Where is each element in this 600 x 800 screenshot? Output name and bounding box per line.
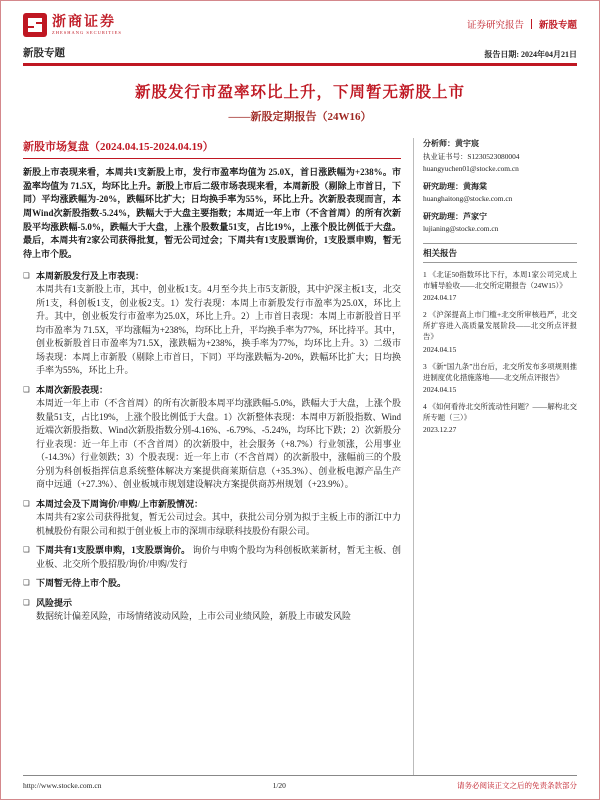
content-area: [23, 138, 577, 775]
square-bullet-icon: ❑: [23, 578, 30, 588]
related-report-date: 2024.04.15: [423, 384, 457, 394]
analyst-cert-no: 执业证书号：S1230523080004: [423, 152, 520, 161]
bullet-next-week-subscription: [23, 544, 401, 571]
section-title: 新股市场复盘（2024.04.15-2024.04.19）: [23, 138, 401, 159]
square-bullet-icon: ❑: [23, 498, 30, 508]
page-number: 1/20: [272, 781, 286, 790]
related-report-text: 4 《如何看待北交所流动性问题？——解构北交所专题（三）》: [423, 401, 577, 422]
related-report-item: [423, 361, 577, 394]
bullet-approval-next-week: [23, 498, 401, 539]
analyst-email[interactable]: huangyuchen01@stocke.com.cn: [423, 164, 519, 173]
square-bullet-icon: ❑: [23, 270, 30, 280]
report-topic-label: 新股专题: [538, 21, 577, 31]
bullet-no-listing-next-week: [23, 577, 401, 591]
bullet-body: 询价与申购个股均为科创板欧莱新材，暂无主板、创业板、北交所个股招股/询价/申购/发行: [36, 545, 401, 569]
zheshang-logo-icon: [23, 13, 47, 37]
bullet-subnew-performance: [23, 384, 401, 492]
sidebar: [413, 138, 577, 775]
related-report-date: 2024.04.15: [423, 344, 457, 354]
related-report-date: 2024.04.17: [423, 293, 457, 303]
square-bullet-icon: ❑: [23, 597, 30, 607]
page-title: 新股发行市盈率环比上升，下周暂无新股上市: [134, 84, 465, 101]
brand-name-cn: 浙商证券: [52, 14, 116, 30]
footer-url[interactable]: http://www.stocke.com.cn: [23, 781, 102, 790]
bullet-heading: 本周次新股表现：: [36, 384, 109, 395]
series-row: [23, 45, 577, 60]
top-header: [23, 13, 577, 37]
square-bullet-icon: ❑: [23, 545, 30, 555]
summary-paragraph: 新股上市表现来看，本周共1支新股上市，发行市盈率均值为 25.0X，首日涨跌幅为+238%。市盈率均值为 71.5X，均环比上升。新股上市后二级市场表现来看，本周新股（剔除上市首日，下同）平均涨跌幅为-20%，跌幅环比扩大；日均换手率为55%，环比上升。次新股表现而言，本周Wind次新股指数-5.24%，跌幅大于大盘主要指数；本周近一年上市（不含首周）的所有次新股平均涨跌幅-5.0%，跌幅大于大盘，上涨个股数量51支，占比19%，上涨个股比例低于大盘。最后，本周共有2家公司获得批复，暂无公司过会；下周共有1支股票询价，1支股票申购，暂无待上市个股。: [23, 167, 401, 260]
assistant1-name: 研究助理：黄海棠: [423, 182, 487, 191]
series-label: 新股专题: [23, 48, 65, 59]
bullet-body: 本周近一年上市（不含首周）的所有次新股本周平均涨跌幅-5.0%，跌幅大于大盘，上涨个股数量51支，占比19%，上涨个股比例低于大盘。1）次新整体表现：本周申万新股指数、Wind近端次新股指数、Wind次新股指数分别-4.16%、-6.79%、-5.24%，均环比下跌；2）次新股分行业表现：近一年上市（不含首周）的次新股中，社会服务（+8.7%）行业领涨，公用事业（-14.3%）行业领跌；3）个股表现：近一年上市（不含首周）的次新股中，涨幅前三的个股分别为科创板指挥信息系统整体解决方案提供商莱斯信息（+35.3%）、创业板电源产品生产商中远通（+27.3%）、创业板城市规划建设解决方案提供商苏州规划（+23.9%）。: [36, 398, 401, 490]
assistant2-email[interactable]: lujianing@stocke.com.cn: [423, 224, 499, 233]
bullet-heading: 下周暂无待上市个股。: [36, 578, 127, 589]
brand-text: [52, 15, 122, 35]
vertical-divider: [531, 19, 532, 29]
analyst-name: 分析师：黄宇宸: [423, 139, 479, 148]
main-column: [23, 138, 413, 775]
assistant1-email[interactable]: huanghaitong@stocke.com.cn: [423, 194, 513, 203]
related-report-item: [423, 401, 577, 434]
bullet-heading: 本周新股发行及上市表现：: [36, 270, 145, 281]
brand-name-en: ZHESHANG SECURITIES: [52, 30, 122, 36]
bullet-risk-warning: [23, 597, 401, 624]
square-bullet-icon: ❑: [23, 384, 30, 394]
bullet-heading: 下周共有1支股票申购，1支股票询价。: [36, 545, 191, 556]
related-report-date: 2023.12.27: [423, 424, 457, 434]
related-reports-title: 相关报告: [423, 243, 577, 263]
bullet-body: 本周共有1支新股上市，其中，创业板1支。4月至今共上市5支新股，其中沪深主板1支，北交所1支，科创板1支，创业板2支。1）发行表现：本周上市新股发行市盈率为25.0X，环比上升。其中，创业板发行市盈率为25.0X，环比上升。2）上市首日表现：本周上市新股首日平均市盈率为 71.5X，平均涨幅为+238%，均环比上升，平均换手率为77%，环比持平。其中，创业板新股首日市盈率为71.5X，涨跌幅为+238%，换手率为77%，均环比上升。3）二级市场表现：本周上市新股（剔除上市首日，下同）平均涨跌幅为-20%，跌幅环比扩大；日均换手率为55%，环比上升。: [36, 284, 401, 376]
footer-disclaimer: 请务必阅读正文之后的免责条款部分: [457, 781, 577, 790]
assistant2-name: 研究助理：芦家宁: [423, 212, 487, 221]
report-date: 报告日期: 2024年04月21日: [484, 50, 577, 59]
bullet-ipo-performance: [23, 270, 401, 378]
related-report-item: [423, 309, 577, 353]
page-footer: [23, 775, 577, 791]
bullet-body: 本周共有2家公司获得批复，暂无公司过会。其中，获批公司分别为拟于主板上市的浙江中力机械股份有限公司和拟于创业板上市的深圳市绿联科技股份有限公司。: [36, 512, 401, 536]
related-report-item: [423, 269, 577, 302]
bullet-heading: 本周过会及下周询价/申购/上市新股情况：: [36, 498, 204, 509]
report-type-label: 证券研究报告: [466, 21, 524, 31]
page-subtitle: ——新股定期报告（24W16）: [228, 111, 372, 123]
related-report-text: 1 《北证50指数环比下行，本周1家公司完成上市辅导验收——北交所定期报告（24W15）》: [423, 270, 577, 291]
report-tag: [467, 13, 577, 31]
related-report-text: 2 《沪深提高上市门槛+北交所审核趋严，北交所扩容进入高质量发展阶段——北交所点评报告》: [423, 310, 577, 342]
brand-block: [23, 13, 122, 37]
bullet-heading: 风险提示: [36, 597, 73, 608]
bullet-body: 数据统计偏差风险，市场情绪波动风险，上市公司业绩风险，新股上市破发风险: [36, 611, 352, 622]
header-rule: [23, 63, 577, 66]
related-report-text: 3 《新“国九条”出台后，北交所发布多项规则推进制度优化措施落地——北交所点评报告》: [423, 361, 577, 382]
